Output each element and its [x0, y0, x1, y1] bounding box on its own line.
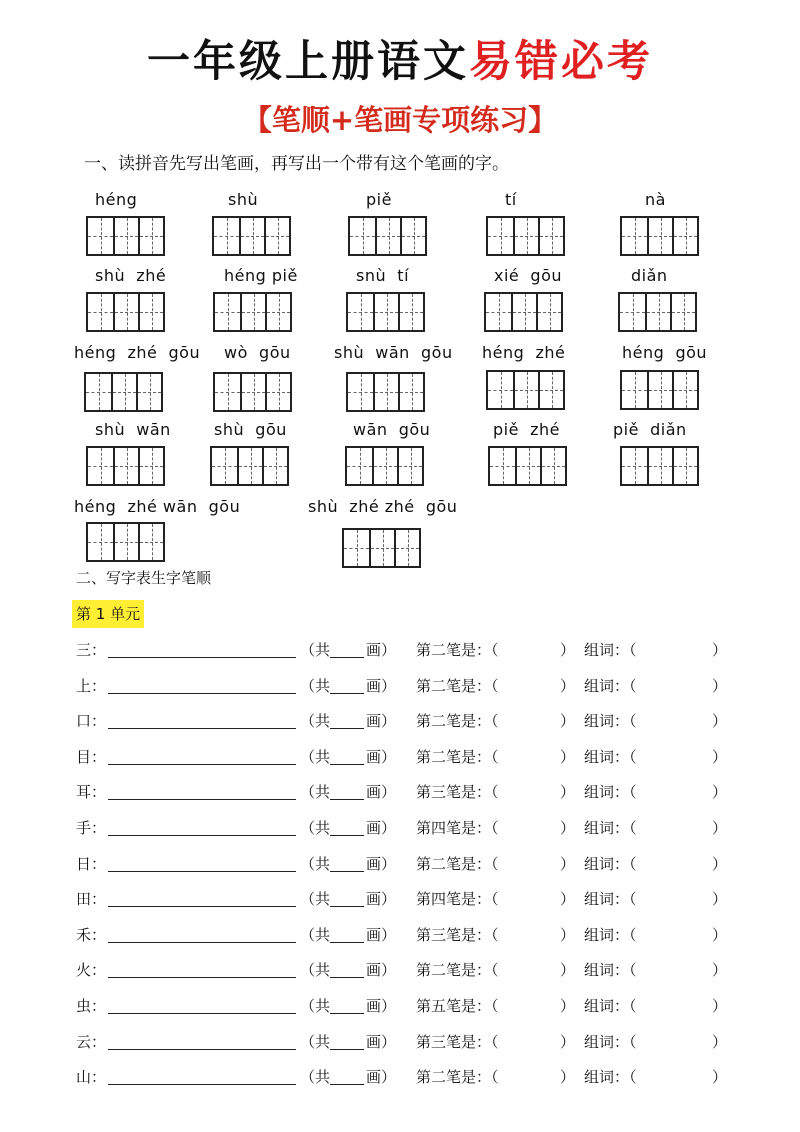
grid-cell[interactable]: [672, 218, 697, 254]
stroke-count-blank[interactable]: [330, 906, 364, 907]
total-prefix: （共: [300, 641, 331, 659]
stroke-order-blank[interactable]: [108, 657, 296, 658]
pinyin-label: shù wān: [95, 420, 171, 439]
grid-cell[interactable]: [672, 372, 697, 408]
nth-stroke: 第二: [416, 961, 447, 979]
row-character: 手：: [76, 819, 107, 837]
total-prefix: （共: [300, 677, 331, 695]
row-character: 山：: [76, 1068, 107, 1086]
writing-grid[interactable]: [86, 446, 165, 486]
writing-grid[interactable]: [484, 292, 563, 332]
grid-cell[interactable]: [138, 218, 163, 254]
pinyin-label: héng zhé: [482, 343, 566, 362]
stroke-prompt: 笔是：（: [446, 926, 499, 944]
grid-cell[interactable]: [620, 294, 645, 330]
pinyin-label: tí: [505, 190, 517, 209]
total-prefix: （共: [300, 819, 331, 837]
close-paren: ）: [712, 783, 728, 801]
writing-grid[interactable]: [486, 216, 565, 256]
writing-grid[interactable]: [342, 528, 421, 568]
stroke-row: [76, 887, 736, 911]
total-prefix: （共: [300, 890, 331, 908]
close-paren: ）: [712, 677, 728, 695]
writing-grid[interactable]: [620, 446, 699, 486]
grid-cell[interactable]: [138, 524, 163, 560]
word-label: 组词：（: [584, 641, 637, 659]
grid-cell[interactable]: [536, 294, 561, 330]
total-suffix: 画）: [366, 855, 397, 873]
close-paren: ）: [560, 926, 576, 944]
row-character: 田：: [76, 890, 107, 908]
close-paren: ）: [560, 677, 576, 695]
close-paren: ）: [712, 855, 728, 873]
pinyin-label: shù zhé zhé gōu: [308, 497, 458, 516]
stroke-count-blank[interactable]: [330, 657, 364, 658]
close-paren: ）: [712, 1068, 728, 1086]
grid-cell[interactable]: [373, 294, 398, 330]
grid-cell[interactable]: [348, 294, 373, 330]
stroke-order-blank[interactable]: [108, 942, 296, 943]
grid-cell[interactable]: [511, 294, 536, 330]
stroke-count-blank[interactable]: [330, 1084, 364, 1085]
total-prefix: （共: [300, 783, 331, 801]
grid-cell[interactable]: [138, 294, 163, 330]
grid-cell[interactable]: [538, 372, 563, 408]
writing-grid[interactable]: [86, 522, 165, 562]
stroke-row: [76, 674, 736, 698]
grid-cell[interactable]: [138, 448, 163, 484]
grid-cell[interactable]: [515, 448, 540, 484]
grid-cell[interactable]: [113, 294, 138, 330]
total-suffix: 画）: [366, 783, 397, 801]
writing-grid[interactable]: [618, 292, 697, 332]
grid-cell[interactable]: [113, 218, 138, 254]
total-suffix: 画）: [366, 890, 397, 908]
stroke-count-blank[interactable]: [330, 728, 364, 729]
pinyin-label: piě: [366, 190, 392, 209]
nth-stroke: 第二: [416, 712, 447, 730]
stroke-count-blank[interactable]: [330, 1013, 364, 1014]
stroke-row: [76, 994, 736, 1018]
grid-cell[interactable]: [622, 372, 647, 408]
pinyin-label: wān gōu: [353, 420, 431, 439]
nth-stroke: 第二: [416, 748, 447, 766]
title-red: 易错必考: [469, 37, 653, 87]
grid-cell[interactable]: [398, 294, 423, 330]
close-paren: ）: [712, 1033, 728, 1051]
grid-cell[interactable]: [373, 374, 398, 410]
writing-grid[interactable]: [620, 370, 699, 410]
unit-label: 第 1 单元: [72, 600, 144, 628]
close-paren: ）: [712, 748, 728, 766]
close-paren: ）: [560, 748, 576, 766]
close-paren: ）: [712, 890, 728, 908]
writing-grid[interactable]: [86, 292, 165, 332]
nth-stroke: 第二: [416, 855, 447, 873]
close-paren: ）: [712, 641, 728, 659]
close-paren: ）: [712, 712, 728, 730]
stroke-prompt: 笔是：（: [446, 641, 499, 659]
row-character: 虫：: [76, 997, 107, 1015]
stroke-order-blank[interactable]: [108, 799, 296, 800]
total-suffix: 画）: [366, 712, 397, 730]
grid-cell[interactable]: [265, 294, 290, 330]
grid-cell[interactable]: [86, 374, 111, 410]
pinyin-label: piě zhé: [493, 420, 560, 439]
row-character: 三：: [76, 641, 107, 659]
grid-cell[interactable]: [214, 218, 239, 254]
stroke-row: [76, 638, 736, 662]
grid-cell[interactable]: [215, 294, 240, 330]
writing-grid[interactable]: [212, 216, 291, 256]
stroke-prompt: 笔是：（: [446, 712, 499, 730]
total-suffix: 画）: [366, 997, 397, 1015]
page-title: [0, 34, 800, 90]
stroke-prompt: 笔是：（: [446, 961, 499, 979]
grid-cell[interactable]: [347, 448, 372, 484]
row-character: 目：: [76, 748, 107, 766]
stroke-prompt: 笔是：（: [446, 1068, 499, 1086]
row-character: 火：: [76, 961, 107, 979]
grid-cell[interactable]: [488, 372, 513, 408]
grid-cell[interactable]: [350, 218, 375, 254]
grid-cell[interactable]: [645, 294, 670, 330]
total-prefix: （共: [300, 855, 331, 873]
grid-cell[interactable]: [111, 374, 136, 410]
writing-grid[interactable]: [84, 372, 163, 412]
stroke-prompt: 笔是：（: [446, 997, 499, 1015]
nth-stroke: 第四: [416, 819, 447, 837]
pinyin-label: héng: [95, 190, 138, 209]
stroke-row: [76, 923, 736, 947]
grid-cell[interactable]: [672, 448, 697, 484]
stroke-row: [76, 958, 736, 982]
nth-stroke: 第三: [416, 926, 447, 944]
stroke-row: [76, 780, 736, 804]
total-prefix: （共: [300, 1033, 331, 1051]
word-label: 组词：（: [584, 1068, 637, 1086]
word-label: 组词：（: [584, 819, 637, 837]
grid-cell[interactable]: [239, 218, 264, 254]
grid-cell[interactable]: [647, 448, 672, 484]
stroke-order-blank[interactable]: [108, 835, 296, 836]
total-suffix: 画）: [366, 1033, 397, 1051]
grid-cell[interactable]: [136, 374, 161, 410]
nth-stroke: 第五: [416, 997, 447, 1015]
total-prefix: （共: [300, 1068, 331, 1086]
writing-grid[interactable]: [213, 292, 292, 332]
stroke-order-blank[interactable]: [108, 977, 296, 978]
word-label: 组词：（: [584, 926, 637, 944]
grid-cell[interactable]: [240, 294, 265, 330]
title-black: 一年级上册语文: [147, 37, 469, 87]
stroke-count-blank[interactable]: [330, 942, 364, 943]
nth-stroke: 第二: [416, 1068, 447, 1086]
writing-grid[interactable]: [346, 292, 425, 332]
pinyin-label: diǎn: [631, 266, 668, 285]
subtitle: 【笔顺+笔画专项练习】: [242, 103, 558, 137]
grid-cell[interactable]: [372, 448, 397, 484]
close-paren: ）: [560, 961, 576, 979]
grid-cell[interactable]: [262, 448, 287, 484]
grid-cell[interactable]: [212, 448, 237, 484]
stroke-row: [76, 745, 736, 769]
stroke-row: [76, 1065, 736, 1089]
total-prefix: （共: [300, 926, 331, 944]
word-label: 组词：（: [584, 890, 637, 908]
section2-heading: 二、写字表生字笔顺: [76, 569, 212, 587]
writing-grid[interactable]: [213, 372, 292, 412]
close-paren: ）: [712, 961, 728, 979]
grid-cell[interactable]: [490, 448, 515, 484]
stroke-prompt: 笔是：（: [446, 748, 499, 766]
row-character: 云：: [76, 1033, 107, 1051]
close-paren: ）: [560, 1033, 576, 1051]
stroke-order-blank[interactable]: [108, 1013, 296, 1014]
pinyin-label: shù: [228, 190, 259, 209]
pinyin-label: nà: [645, 190, 666, 209]
pinyin-label: héng zhé wān gōu: [74, 497, 241, 516]
stroke-order-blank[interactable]: [108, 1049, 296, 1050]
grid-cell[interactable]: [215, 374, 240, 410]
nth-stroke: 第三: [416, 783, 447, 801]
grid-cell[interactable]: [88, 294, 113, 330]
word-label: 组词：（: [584, 783, 637, 801]
grid-cell[interactable]: [622, 218, 647, 254]
close-paren: ）: [560, 1068, 576, 1086]
stroke-prompt: 笔是：（: [446, 783, 499, 801]
pinyin-label: shù wān gōu: [334, 343, 453, 362]
word-label: 组词：（: [584, 1033, 637, 1051]
stroke-count-blank[interactable]: [330, 977, 364, 978]
stroke-count-blank[interactable]: [330, 835, 364, 836]
grid-cell[interactable]: [397, 448, 422, 484]
writing-grid[interactable]: [345, 446, 424, 486]
grid-cell[interactable]: [265, 374, 290, 410]
grid-cell[interactable]: [88, 524, 113, 560]
word-label: 组词：（: [584, 997, 637, 1015]
total-suffix: 画）: [366, 926, 397, 944]
close-paren: ）: [560, 855, 576, 873]
pinyin-label: piě diǎn: [613, 420, 687, 439]
pinyin-label: xié gōu: [494, 266, 563, 285]
grid-cell[interactable]: [670, 294, 695, 330]
total-suffix: 画）: [366, 677, 397, 695]
grid-cell[interactable]: [113, 524, 138, 560]
nth-stroke: 第二: [416, 677, 447, 695]
total-prefix: （共: [300, 748, 331, 766]
grid-cell[interactable]: [540, 448, 565, 484]
stroke-prompt: 笔是：（: [446, 855, 499, 873]
word-label: 组词：（: [584, 961, 637, 979]
stroke-order-blank[interactable]: [108, 906, 296, 907]
stroke-count-blank[interactable]: [330, 871, 364, 872]
grid-cell[interactable]: [398, 374, 423, 410]
writing-grid[interactable]: [620, 216, 699, 256]
close-paren: ）: [560, 783, 576, 801]
total-suffix: 画）: [366, 748, 397, 766]
grid-cell[interactable]: [375, 218, 400, 254]
total-prefix: （共: [300, 997, 331, 1015]
stroke-order-blank[interactable]: [108, 764, 296, 765]
stroke-order-blank[interactable]: [108, 1084, 296, 1085]
stroke-order-blank[interactable]: [108, 871, 296, 872]
stroke-prompt: 笔是：（: [446, 890, 499, 908]
stroke-count-blank[interactable]: [330, 799, 364, 800]
grid-cell[interactable]: [88, 448, 113, 484]
stroke-count-blank[interactable]: [330, 693, 364, 694]
nth-stroke: 第四: [416, 890, 447, 908]
close-paren: ）: [560, 890, 576, 908]
writing-grid[interactable]: [346, 372, 425, 412]
grid-cell[interactable]: [240, 374, 265, 410]
total-suffix: 画）: [366, 819, 397, 837]
grid-cell[interactable]: [113, 448, 138, 484]
pinyin-label: shù zhé: [95, 266, 167, 285]
writing-grid[interactable]: [86, 216, 165, 256]
total-prefix: （共: [300, 712, 331, 730]
row-character: 口：: [76, 712, 107, 730]
close-paren: ）: [712, 819, 728, 837]
total-prefix: （共: [300, 961, 331, 979]
stroke-order-blank[interactable]: [108, 728, 296, 729]
stroke-row: [76, 1030, 736, 1054]
close-paren: ）: [712, 997, 728, 1015]
grid-cell[interactable]: [538, 218, 563, 254]
section1-heading: 一、读拼音先写出笔画，再写出一个带有这个笔画的字。: [84, 154, 509, 174]
nth-stroke: 第二: [416, 641, 447, 659]
grid-cell[interactable]: [348, 374, 373, 410]
pinyin-label: snù tí: [356, 266, 410, 285]
word-label: 组词：（: [584, 712, 637, 730]
stroke-prompt: 笔是：（: [446, 677, 499, 695]
nth-stroke: 第三: [416, 1033, 447, 1051]
grid-cell[interactable]: [344, 530, 369, 566]
row-character: 日：: [76, 855, 107, 873]
close-paren: ）: [712, 926, 728, 944]
pinyin-label: héng zhé gōu: [74, 343, 201, 362]
stroke-order-blank[interactable]: [108, 693, 296, 694]
stroke-row: [76, 709, 736, 733]
stroke-prompt: 笔是：（: [446, 1033, 499, 1051]
close-paren: ）: [560, 819, 576, 837]
word-label: 组词：（: [584, 677, 637, 695]
grid-cell[interactable]: [647, 218, 672, 254]
word-label: 组词：（: [584, 748, 637, 766]
grid-cell[interactable]: [622, 448, 647, 484]
grid-cell[interactable]: [394, 530, 419, 566]
grid-cell[interactable]: [488, 218, 513, 254]
stroke-count-blank[interactable]: [330, 1049, 364, 1050]
pinyin-label: shù gōu: [214, 420, 287, 439]
grid-cell[interactable]: [369, 530, 394, 566]
grid-cell[interactable]: [264, 218, 289, 254]
stroke-count-blank[interactable]: [330, 764, 364, 765]
grid-cell[interactable]: [88, 218, 113, 254]
word-label: 组词：（: [584, 855, 637, 873]
grid-cell[interactable]: [237, 448, 262, 484]
grid-cell[interactable]: [400, 218, 425, 254]
row-character: 耳：: [76, 783, 107, 801]
total-suffix: 画）: [366, 641, 397, 659]
stroke-row: [76, 816, 736, 840]
stroke-prompt: 笔是：（: [446, 819, 499, 837]
writing-grid[interactable]: [486, 370, 565, 410]
close-paren: ）: [560, 997, 576, 1015]
close-paren: ）: [560, 641, 576, 659]
pinyin-label: wò gōu: [224, 343, 291, 362]
writing-grid[interactable]: [210, 446, 289, 486]
row-character: 禾：: [76, 926, 107, 944]
grid-cell[interactable]: [513, 218, 538, 254]
total-suffix: 画）: [366, 961, 397, 979]
total-suffix: 画）: [366, 1068, 397, 1086]
grid-cell[interactable]: [647, 372, 672, 408]
grid-cell[interactable]: [513, 372, 538, 408]
pinyin-label: héng piě: [224, 266, 298, 285]
grid-cell[interactable]: [486, 294, 511, 330]
writing-grid[interactable]: [348, 216, 427, 256]
writing-grid[interactable]: [488, 446, 567, 486]
stroke-row: [76, 852, 736, 876]
pinyin-label: héng gōu: [622, 343, 708, 362]
close-paren: ）: [560, 712, 576, 730]
row-character: 上：: [76, 677, 107, 695]
